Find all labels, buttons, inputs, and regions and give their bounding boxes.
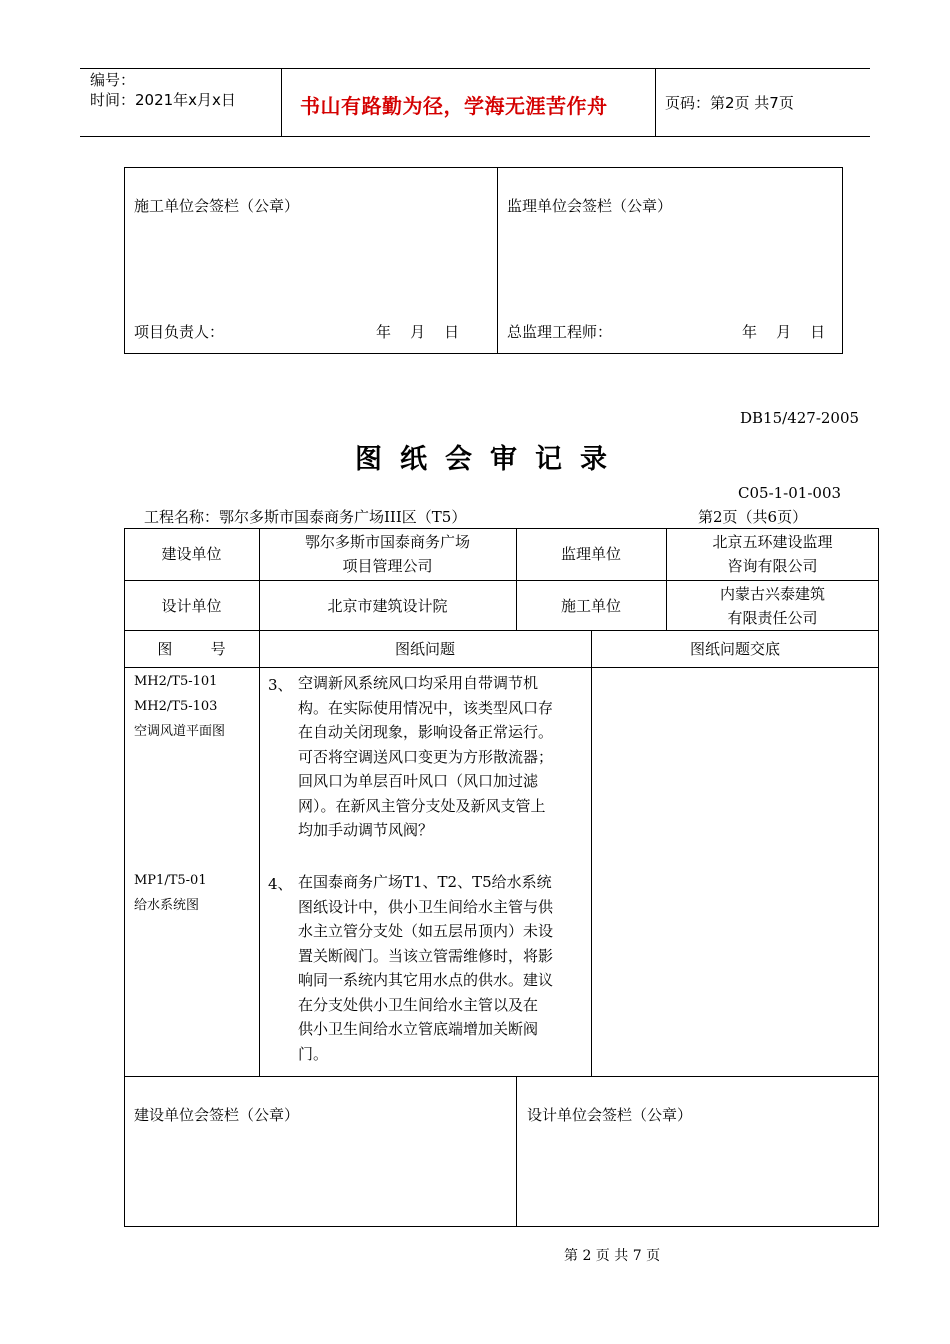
item3-issue-text [298,671,583,843]
item4-line: 在分支处供小卫生间给水主管以及在 [298,995,539,1014]
issues-col-2 [591,630,592,1077]
construct-unit-label: 施工单位 [560,596,621,615]
page-info: 第2页（共6页） [698,508,808,526]
prev-sign-right-date: 年 月 日 [742,323,826,341]
construct-unit-value-line1: 内蒙古兴泰建筑 [719,584,825,603]
item3-drawing-no-2: MH2/T5-103 [134,699,218,714]
form-code: C05-1-01-003 [738,484,842,502]
sign-box [124,1076,879,1227]
supervise-unit-value [666,528,879,580]
design-unit-label: 设计单位 [161,596,222,615]
item4-line: 置关断阀门。当该立管需维修时，将影 [298,946,554,965]
item3-drawings [134,669,225,744]
item4-line: 在国泰商务广场T1、T2、T5给水系统 [298,873,552,891]
header-bottom-rule [80,136,870,137]
item4-line: 门。 [298,1044,329,1063]
col-header-drawing-no-text: 图 号 [157,640,226,658]
prev-sign-left-person: 项目负责人： [134,323,225,341]
item3-line: 回风口为单层百叶风口（风口加过滤 [298,772,539,790]
construct-unit-value [666,580,879,631]
standard-code: DB15/427-2005 [740,409,860,427]
item4-drawing-no: MP1/T5-01 [134,873,207,888]
sign-left-title: 建设单位会签栏（公章） [134,1106,300,1124]
project-name: 工程名称：鄂尔多斯市国泰商务广场III区（T5） [144,508,467,526]
item4-drawings [134,868,207,918]
col-header-response: 图纸问题交底 [689,640,780,658]
prev-sign-right-person: 总监理工程师： [507,323,613,341]
document-title: 图纸会审记录 [355,444,625,475]
prev-sign-left-title: 施工单位会签栏（公章） [134,197,300,215]
footer-page-number: 第 2 页 共 7 页 [564,1248,661,1264]
header-divider-right [655,68,656,136]
item4-line: 水主立管分支处（如五层吊顶内）未设 [298,922,554,940]
build-unit-value [259,528,516,580]
build-unit-value-line1: 鄂尔多斯市国泰商务广场 [304,533,470,551]
issues-col-1 [259,630,260,1077]
item4-line: 图纸设计中，供小卫生间给水主管与供 [298,897,554,916]
issues-header-divider [124,667,879,668]
header-top-rule [80,68,870,69]
supervise-unit-label: 监理单位 [560,545,621,563]
item3-number: 3、 [268,676,293,694]
col-header-drawing-no [124,631,259,667]
item3-line: 可否将空调送风口变更为方形散流器； [298,747,554,766]
header-number-label: 编号： [90,71,136,89]
prev-sign-right-title: 监理单位会签栏（公章） [507,197,673,215]
header-motto: 书山有路勤为径，学海无涯苦作舟 [300,94,608,118]
construct-unit-value-line2: 有限责任公司 [727,608,818,627]
prev-sign-left-date: 年 月 日 [376,323,460,341]
item4-line: 供小卫生间给水立管底端增加关断阀 [298,1020,539,1038]
sign-right-title: 设计单位会签栏（公章） [527,1106,693,1124]
item4-line: 响同一系统内其它用水点的供水。建议 [298,971,554,989]
sign-box-divider [516,1076,517,1227]
item3-line: 构。在实际使用情况中，该类型风口存 [298,698,554,717]
item4-issue-text [298,870,583,1066]
supervise-unit-value-line2: 咨询有限公司 [727,557,818,575]
item3-line: 空调新风系统风口均采用自带调节机 [298,674,539,692]
build-unit-label: 建设单位 [161,545,222,563]
item3-line: 在自动关闭现象，影响设备正常运行。 [298,723,554,741]
item4-drawing-name: 给水系统图 [134,898,200,913]
item3-drawing-name: 空调风道平面图 [134,724,226,739]
col-header-issue: 图纸问题 [394,640,455,658]
header-divider-left [281,68,282,136]
item3-line: 均加手动调节风阀？ [298,821,434,839]
supervise-unit-value-line1: 北京五环建设监理 [712,533,833,551]
design-unit-value: 北京市建筑设计院 [327,596,448,615]
item3-line: 网）。在新风主管分支处及新风支管上 [298,796,546,815]
prev-sign-box-divider [497,167,498,354]
header-page-label: 页码：第2页 共7页 [665,94,794,112]
item3-drawing-no-1: MH2/T5-101 [134,674,218,689]
header-time-label: 时间：2021年x月x日 [90,91,236,109]
item4-number: 4、 [268,875,293,893]
build-unit-value-line2: 项目管理公司 [342,557,433,575]
